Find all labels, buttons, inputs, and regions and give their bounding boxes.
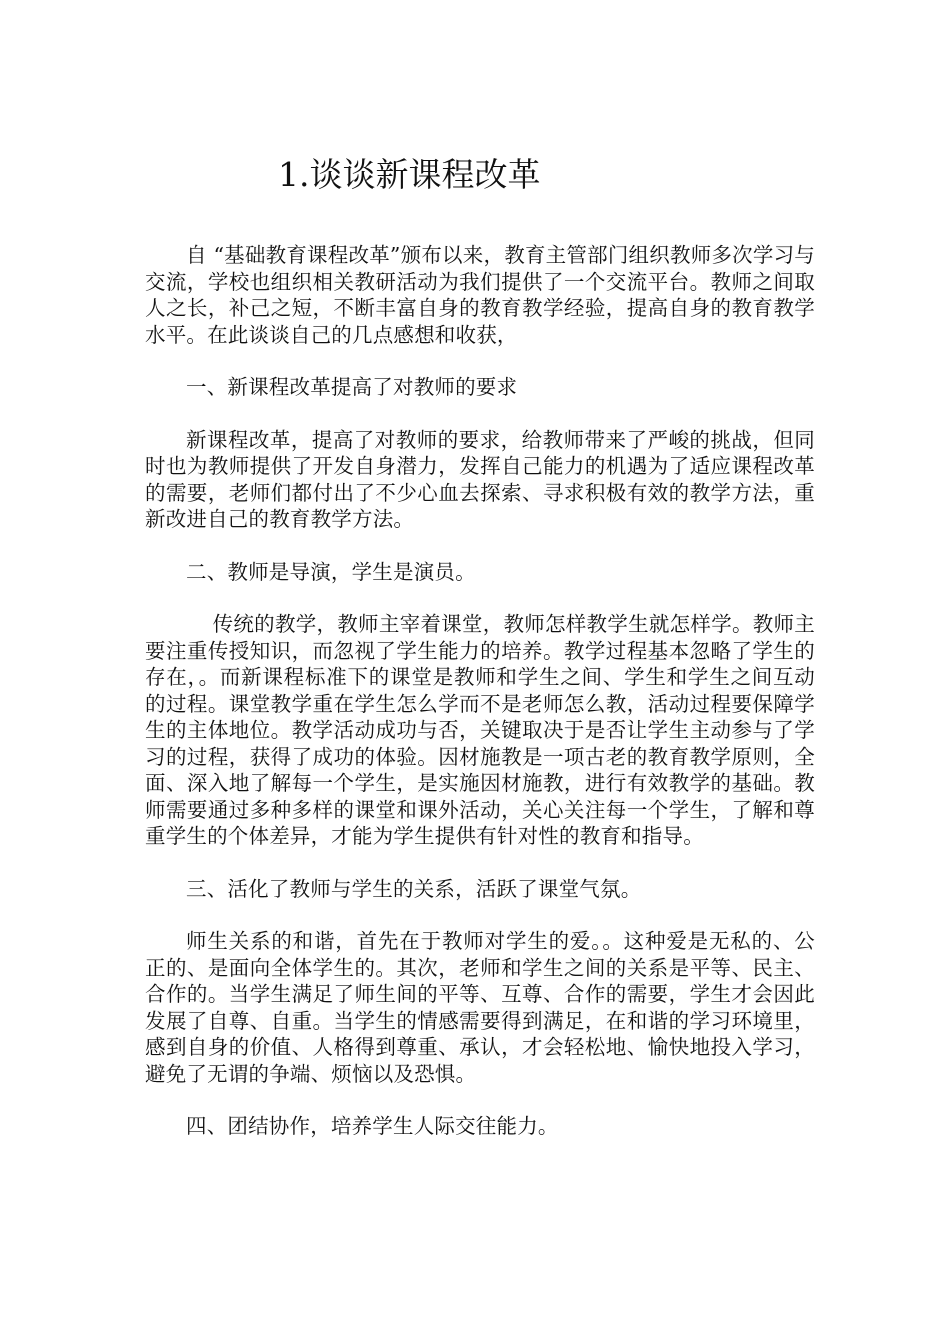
intro-paragraph: 自 “基础教育课程改革”颁布以来，教育主管部门组织教师多次学习与交流，学校也组织相关教研活动为我们提供了一个交流平台。教师之间取人之长，补己之短，不断丰富自身的教育教学经验，提高自身的教育教学水平。在此谈谈自己的几点感想和收获，: [145, 243, 815, 347]
section-3-paragraph: 师生关系的和谐，首先在于教师对学生的爱。。这种爱是无私的、公正的、是面向全体学生的。其次，老师和学生之间的关系是平等、民主、合作的。当学生满足了师生间的平等、互尊、合作的需要，学生才会因此发展了自尊、自重。当学生的情感需要得到满足，在和谐的学习环境里，感到自身的价值、人格得到尊重、承认，才会轻松地、愉快地投入学习，避免了无谓的争端、烦恼以及恐惧。: [145, 929, 815, 1086]
document-body: [145, 242, 815, 1166]
section-heading-2: 二、教师是导演，学生是演员。: [186, 559, 476, 584]
section-heading-1: 一、新课程改革提高了对教师的要求: [186, 375, 518, 399]
section-1-paragraph: 新课程改革，提高了对教师的要求，给教师带来了严峻的挑战，但同时也为教师提供了开发自身潜力，发挥自己能力的机遇为了适应课程改革的需要，老师们都付出了不少心血去探索、寻求积极有效的教学方法，重新改进自己的教育教学方法。: [145, 427, 815, 531]
document-title: 1.谈谈新课程改革: [278, 155, 541, 194]
section-2-paragraph: 传统的教学，教师主宰着课堂，教师怎样教学生就怎样学。教师主要注重传授知识，而忽视了学生能力的培养。教学过程基本忽略了学生的存在，。而新课程标准下的课堂是教师和学生之间、学生和学生之间互动的过程。课堂教学重在学生怎么学而不是老师怎么教，活动过程要保障学生的主体地位。教学活动成功与否，关键取决于是否让学生主动参与了学习的过程，获得了成功的体验。因材施教是一项古老的教育教学原则，全面、深入地了解每一个学生，是实施因材施教，进行有效教学的基础。教师需要通过多种多样的课堂和课外活动，关心关注每一个学生，了解和尊重学生的个体差异，才能为学生提供有针对性的教育和指导。: [145, 612, 815, 848]
section-heading-4: 四、团结协作，培养学生人际交往能力。: [186, 1114, 559, 1138]
section-heading-3: 三、活化了教师与学生的关系，活跃了课堂气氛。: [186, 876, 642, 901]
